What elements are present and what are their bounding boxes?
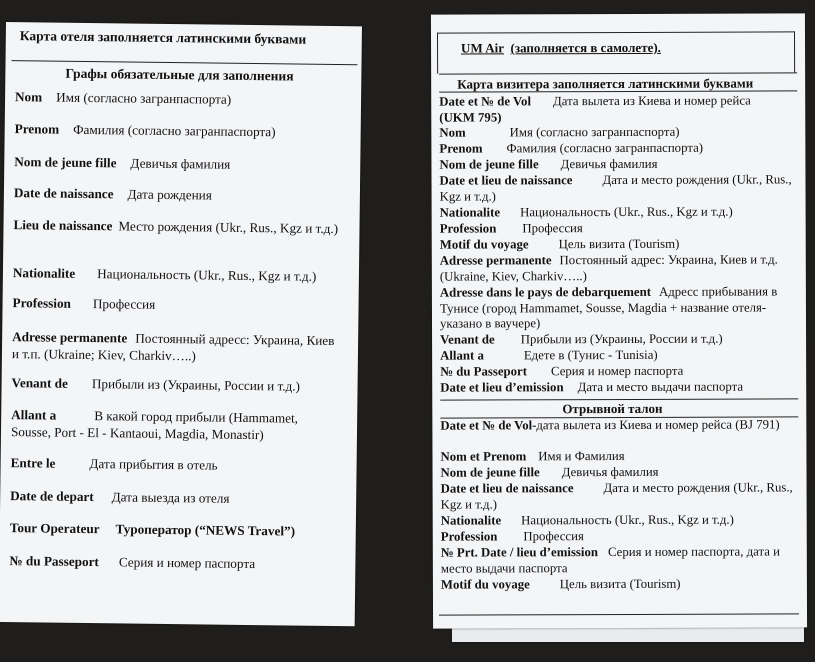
field-value: Дата и место рождения (Ukr., Rus., Kgz и т.д.)	[440, 480, 793, 512]
field-key: Entre le	[10, 455, 56, 471]
field-value: Цель визита (Tourism)	[558, 236, 680, 252]
field-key: Prenom	[439, 141, 483, 156]
hotel-card-sheet	[0, 22, 362, 626]
field-row	[11, 406, 341, 444]
tear-row	[441, 544, 795, 576]
field-key: Date et № de Vol	[439, 94, 532, 109]
field-row	[15, 120, 345, 141]
field-value: Прибыли из (Украины, России и т.д.)	[520, 331, 723, 347]
field-key: Date et lieu de naissance	[440, 481, 574, 496]
field-value: Серия и номер паспорта, дата и место выдачи паспорта	[440, 544, 780, 576]
field-key: Date de naissance	[13, 185, 114, 202]
field-value: Девичья фамилия	[130, 155, 231, 172]
field-key: № du Passeport	[440, 364, 528, 379]
field-key: Venant de	[440, 332, 495, 347]
field-key: Nom	[14, 89, 43, 105]
field-value: Адресс прибывания в Тунисе (город Hammamet, Sousse, Magdia + название отеля-указано в ваучере)	[439, 284, 778, 331]
visitor-card-sheet	[431, 13, 807, 628]
field-value: Постоянный адрес: Украина, Киев и т.д. (Ukraine, Kiev, Charkiv…..)	[439, 252, 778, 284]
tear-row	[441, 512, 795, 529]
field-value: Национальность (Ukr., Rus., Kgz и т.д.)	[520, 204, 733, 220]
field-value: Едете в (Тунис - Tunisia)	[523, 347, 658, 363]
field-key: № Prt. Date / lieu d’emission	[440, 545, 599, 560]
field-key: № du Passeport	[9, 553, 99, 570]
tear-row	[440, 448, 794, 465]
field-row	[439, 172, 793, 204]
field-row	[15, 88, 345, 109]
airline-header	[461, 40, 661, 57]
field-row	[14, 153, 344, 174]
field-value: Дата выезда из отеля	[111, 489, 230, 506]
field-key: Nom de jeune fille	[439, 157, 539, 172]
field-key: Nom	[439, 125, 466, 140]
field-key: Date de depart	[10, 488, 94, 505]
field-row	[439, 93, 793, 125]
field-value: Имя и Фамилия	[538, 448, 625, 464]
field-value: Девичья фамилия	[560, 156, 658, 172]
field-value: Дата прибытия в отель	[89, 456, 218, 473]
field-key: Tour Operateur	[9, 520, 100, 537]
field-value: Цель визита (Tourism)	[559, 576, 681, 592]
tear-row	[440, 417, 794, 434]
field-value: Постоянный адресс: Украина, Киев и т.п. (Ukraine; Kiev, Charkiv…..)	[11, 330, 335, 364]
field-value: Серия и номер паспорта	[550, 363, 684, 379]
hotel-card-subtitle: Графы обязательные для заполнения	[65, 65, 294, 84]
field-row	[439, 140, 793, 157]
field-row	[440, 236, 794, 253]
field-value: Фамилия (согласно загранпаспорта)	[506, 140, 704, 156]
divider	[439, 72, 797, 74]
field-value: Профессия	[92, 296, 156, 312]
field-row	[440, 284, 794, 332]
field-key: Motif du voyage	[440, 577, 530, 592]
field-row	[440, 331, 794, 348]
field-value: В какой город прибыли (Hammamet, Sousse, Port - El - Kantaoui, Magdia, Monastir)	[10, 408, 299, 443]
field-value: Имя (согласно загранпаспорта)	[56, 89, 232, 107]
field-key: Adresse dans le pays de debarquement	[439, 284, 651, 300]
field-row	[12, 294, 342, 315]
field-row	[14, 184, 344, 205]
field-row	[440, 220, 794, 237]
field-value: Фамилия (согласно загранпаспорта)	[73, 121, 276, 140]
field-row	[11, 374, 341, 395]
field-key: Allant a	[440, 348, 484, 363]
tear-off-title: Отрывной талон	[562, 400, 663, 417]
divider	[439, 90, 797, 92]
airline-note: (заполняется в самолете).	[510, 39, 661, 56]
flight-number: (UKM 795)	[439, 109, 502, 125]
field-value: Дата и место рождения (Ukr., Rus., Kgz и т.д.)	[439, 172, 792, 204]
field-value: Туроператор (“NEWS Travel”)	[115, 521, 296, 539]
field-key: Profession	[439, 221, 497, 236]
field-value: дата вылета из Киева и номер рейса (BJ 791)	[536, 417, 780, 433]
divider	[439, 613, 799, 615]
hotel-card-title: Карта отеля заполняется латинскими буквами	[19, 28, 307, 47]
field-row	[440, 252, 794, 284]
field-value: Девичья фамилия	[561, 464, 659, 480]
field-row	[439, 124, 793, 141]
field-key: Nom de jeune fille	[14, 154, 117, 171]
field-row	[440, 204, 794, 221]
tear-row	[441, 480, 795, 512]
field-row	[12, 328, 342, 366]
field-key: Nom et Prenom	[440, 449, 527, 464]
field-key: Allant a	[11, 407, 57, 423]
field-value: Дата вылета из Киева и номер рейса	[552, 93, 751, 109]
field-row	[11, 454, 341, 475]
field-key: Nationalite	[12, 265, 76, 281]
field-value: Национальность (Ukr., Rus., Kgz и т.д.)	[97, 266, 317, 284]
visitor-card-title: Карта визитера заполняется латинскими буквами	[457, 75, 754, 92]
field-key: Profession	[440, 529, 498, 544]
field-key: Venant de	[11, 375, 68, 391]
field-key: Prenom	[14, 121, 60, 137]
field-key: Nationalite	[440, 513, 502, 528]
field-row	[13, 264, 343, 285]
field-value: Профессия	[523, 529, 584, 544]
field-row	[13, 216, 343, 237]
field-value: Имя (согласно загранпаспорта)	[509, 124, 680, 140]
field-value: Дата и место выдачи паспорта	[577, 379, 744, 395]
field-key: Date et № de Vol-	[440, 418, 537, 433]
field-key: Motif du voyage	[439, 237, 529, 252]
field-key: Date et lieu d’emission	[440, 380, 564, 395]
tear-row	[441, 528, 795, 545]
field-value: Прибыли из (Украины, России и т.д.)	[91, 376, 301, 394]
tear-row	[441, 464, 795, 481]
field-row	[440, 347, 794, 364]
field-row	[440, 379, 794, 396]
field-value: Профессия	[522, 221, 583, 236]
field-key: Profession	[12, 295, 72, 311]
field-row	[10, 519, 340, 540]
field-value: Национальность (Ukr., Rus., Kgz и т.д.)	[521, 512, 734, 528]
field-row	[9, 552, 339, 573]
field-row	[10, 487, 340, 508]
field-key: Nationalite	[439, 205, 501, 220]
divider	[12, 60, 358, 65]
field-key: Lieu de naissance	[13, 217, 113, 234]
field-row	[440, 363, 794, 380]
tear-row	[441, 576, 795, 593]
field-value: Серия и номер паспорта	[118, 554, 256, 572]
field-value: Место рождения (Ukr., Rus., Kgz и т.д.)	[118, 218, 339, 237]
airline-name: UM Air	[461, 40, 505, 56]
field-value: Дата рождения	[127, 186, 212, 203]
field-key: Adresse permanente	[439, 253, 552, 268]
field-key: Date et lieu de naissance	[439, 173, 573, 188]
field-row	[439, 156, 793, 173]
field-key: Adresse permanente	[12, 329, 128, 346]
field-key: Nom de jeune fille	[440, 465, 540, 480]
